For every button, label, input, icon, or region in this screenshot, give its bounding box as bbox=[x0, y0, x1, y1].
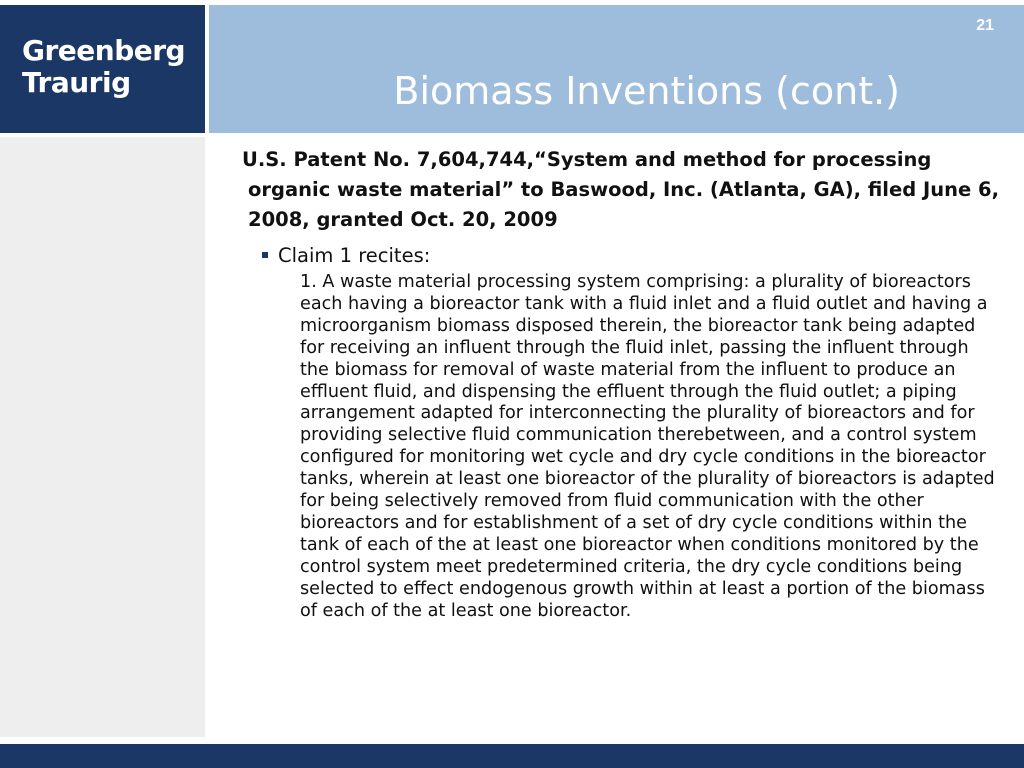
footer-bar bbox=[0, 744, 1024, 768]
claim-bullet bbox=[262, 243, 1010, 269]
claim-intro-text: Claim 1 recites: bbox=[278, 244, 431, 267]
square-bullet-icon bbox=[262, 252, 268, 258]
slide-title: Biomass Inventions (cont.) bbox=[393, 69, 900, 113]
logo-text-line2: Traurig bbox=[22, 66, 131, 99]
slide-number: 21 bbox=[976, 17, 994, 34]
patent-heading: U.S. Patent No. 7,604,744,“System and method for processing organic waste material” to Baswood, Inc. (Atlanta, GA), filed June 6, 2008, granted Oct. 20, 2009 bbox=[242, 148, 999, 231]
slide-content bbox=[230, 145, 1010, 623]
header-band bbox=[209, 5, 1024, 133]
left-side-panel bbox=[0, 137, 205, 737]
logo-text-line1: Greenberg bbox=[22, 34, 186, 67]
claim-text: 1. A waste material processing system comprising: a plurality of bioreactors each having a bioreactor tank with a fluid inlet and a fluid outlet and having a microorganism biomass disposed therein, the bioreactor tank being adapted for receiving an influent through the fluid inlet, passing the influent through the biomass for removal of waste material from the influent to produce an effluent fluid, and dispensing the effluent through the fluid outlet; a piping arrangement adapted for interconnecting the plurality of bioreactors and for providing selective fluid communication therebetween, and a control system configured for monitoring wet cycle and dry cycle conditions in the bioreactor tanks, wherein at least one bioreactor of the plurality of bioreactors is adapted for being selectively removed from fluid communication with the other bioreactors and for establishment of a set of dry cycle conditions within the tank of each of the at least one bioreactor when conditions monitored by the control system meet predetermined criteria, the dry cycle conditions being selected to effect endogenous growth within at least a portion of the biomass of each of the at least one bioreactor. bbox=[300, 272, 995, 621]
company-logo bbox=[0, 5, 205, 133]
